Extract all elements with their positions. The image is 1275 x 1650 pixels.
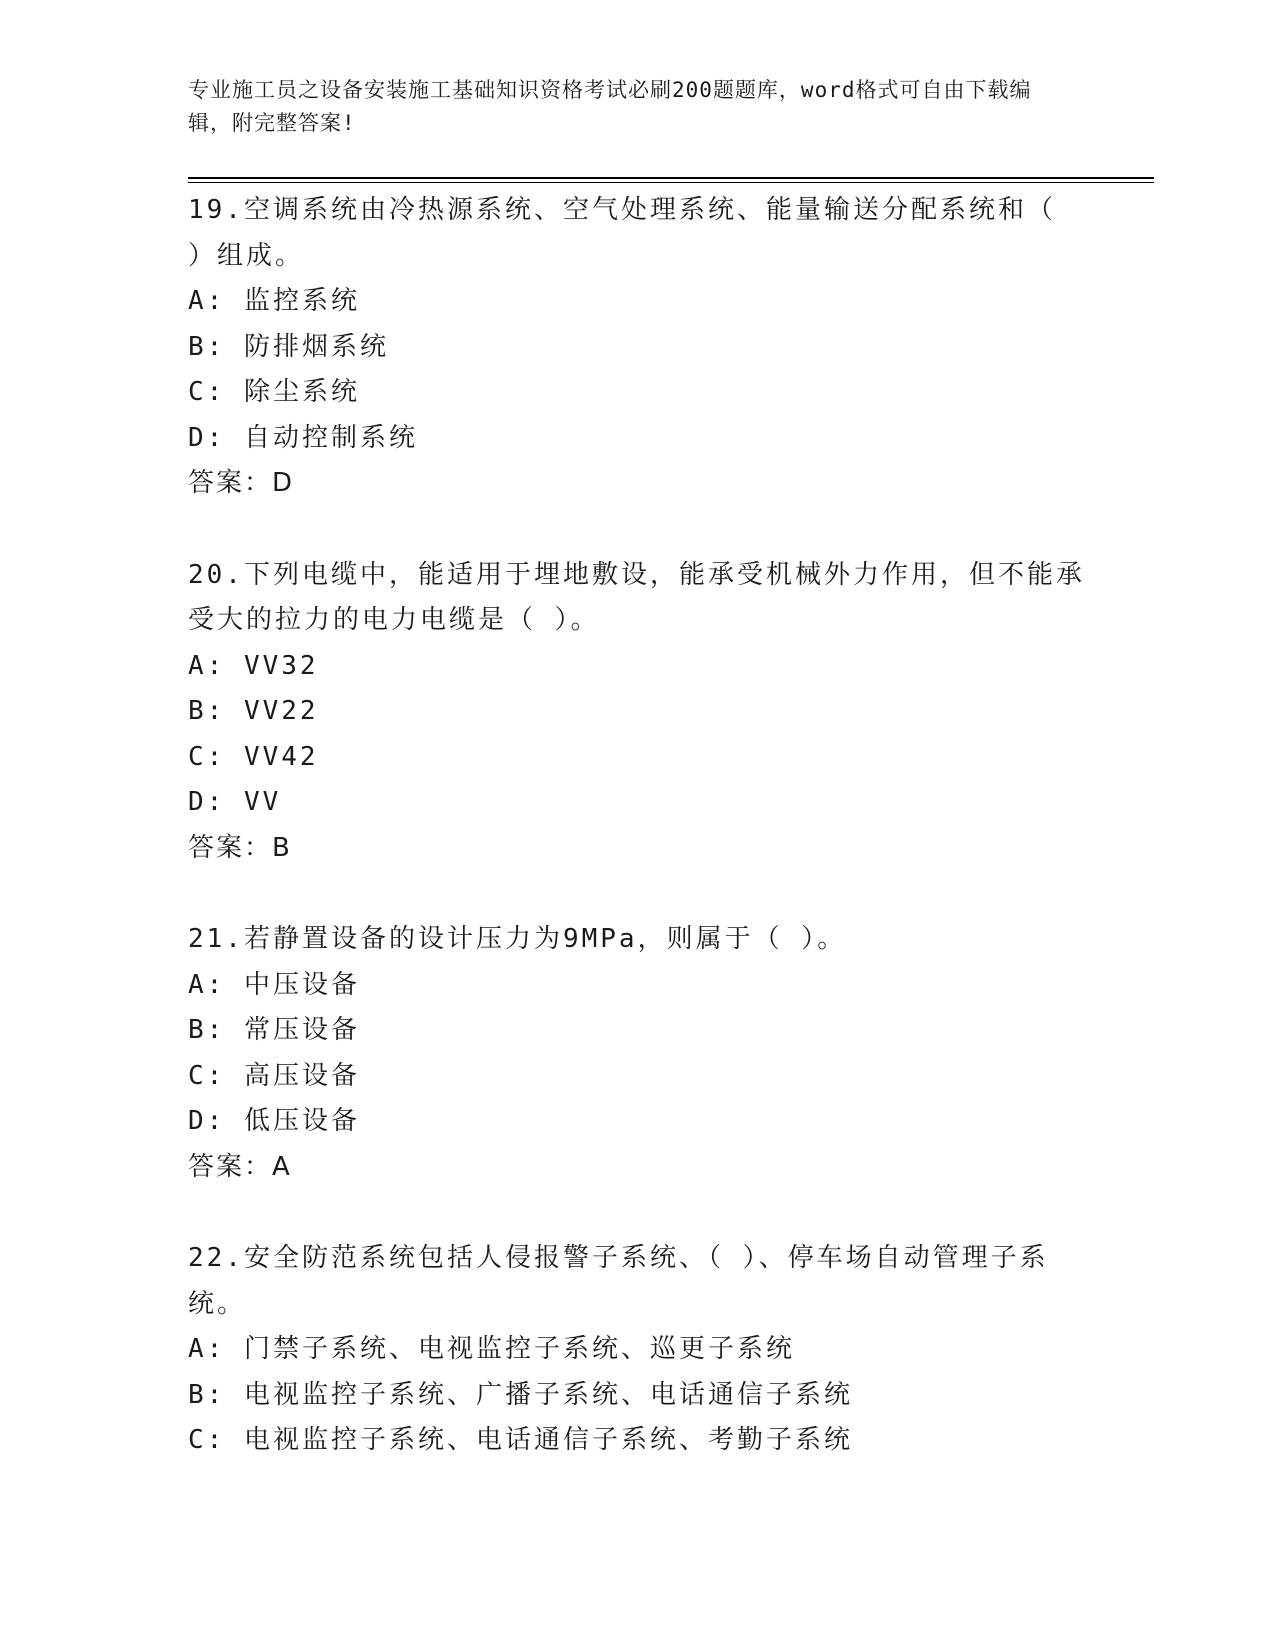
- option-key: D:: [188, 422, 226, 453]
- answer-label: 答案：: [188, 832, 273, 863]
- question-19: [188, 188, 1088, 507]
- option-key: C:: [188, 377, 226, 407]
- option-b: [188, 1373, 1088, 1419]
- option-d: [188, 416, 1088, 462]
- option-text: 防排烟系统: [243, 331, 389, 362]
- answer-line: [188, 461, 1088, 507]
- document-header: 专业施工员之设备安装施工基础知识资格考试必刷200题题库，word格式可自由下载编辑，附完整答案!: [188, 78, 1032, 135]
- option-key: B:: [188, 1379, 226, 1410]
- question-text: 21.若静置设备的设计压力为9MPa，则属于（ ）。: [188, 924, 847, 954]
- option-b: [188, 1008, 1088, 1054]
- header-divider-thick: [188, 177, 1154, 179]
- option-key: A:: [188, 650, 226, 681]
- option-b: [188, 325, 1088, 371]
- option-text: VV42: [243, 741, 319, 772]
- answer-value: D: [272, 468, 295, 498]
- option-c: [188, 1418, 1088, 1464]
- option-key: A:: [188, 1334, 226, 1364]
- option-key: D:: [188, 787, 226, 817]
- answer-label: 答案：: [188, 1151, 273, 1182]
- question-text: 19.空调系统由冷热源系统、空气处理系统、能量输送分配系统和（ ）组成。: [188, 195, 1056, 271]
- option-text: VV: [243, 787, 282, 817]
- option-a: [188, 1327, 1088, 1373]
- option-c: [188, 1054, 1088, 1100]
- option-a: [188, 963, 1088, 1009]
- option-key: D:: [188, 1106, 226, 1136]
- option-key: B:: [188, 1015, 226, 1045]
- question-list: [188, 188, 1088, 1510]
- option-text: 除尘系统: [243, 377, 360, 407]
- option-text: VV22: [243, 696, 319, 726]
- option-key: C:: [188, 741, 226, 772]
- option-text: 监控系统: [243, 286, 360, 316]
- option-c: [188, 735, 1088, 781]
- option-text: 低压设备: [243, 1106, 360, 1136]
- answer-line: [188, 1145, 1088, 1191]
- question-22: [188, 1236, 1088, 1464]
- header-divider-thin: [188, 182, 1154, 183]
- option-text: 门禁子系统、电视监控子系统、巡更子系统: [243, 1334, 795, 1364]
- option-c: [188, 370, 1088, 416]
- option-key: A:: [188, 286, 226, 316]
- option-d: [188, 780, 1088, 826]
- option-b: [188, 689, 1088, 735]
- option-key: B:: [188, 331, 226, 362]
- answer-value: B: [272, 832, 292, 863]
- question-text: 22.安全防范系统包括人侵报警子系统、（ ）、停车场自动管理子系统。: [188, 1243, 1049, 1319]
- option-key: A:: [188, 969, 226, 1000]
- option-text: 电视监控子系统、广播子系统、电话通信子系统: [243, 1379, 853, 1410]
- option-a: [188, 644, 1088, 690]
- option-text: VV32: [243, 650, 319, 681]
- option-d: [188, 1099, 1088, 1145]
- option-key: B:: [188, 696, 226, 726]
- option-a: [188, 279, 1088, 325]
- answer-value: A: [272, 1151, 292, 1182]
- answer-label: 答案：: [188, 468, 273, 498]
- option-text: 高压设备: [243, 1060, 360, 1091]
- option-text: 电视监控子系统、电话通信子系统、考勤子系统: [243, 1425, 853, 1455]
- option-key: C:: [188, 1060, 226, 1091]
- option-text: 自动控制系统: [243, 422, 418, 453]
- question-20: [188, 553, 1088, 872]
- question-21: [188, 917, 1088, 1190]
- option-text: 常压设备: [243, 1015, 360, 1045]
- question-text: 20.下列电缆中，能适用于埋地敷设，能承受机械外力作用，但不能承受大的拉力的电力电缆是（ ）。: [188, 559, 1085, 635]
- option-text: 中压设备: [243, 969, 360, 1000]
- option-key: C:: [188, 1425, 226, 1455]
- answer-line: [188, 826, 1088, 872]
